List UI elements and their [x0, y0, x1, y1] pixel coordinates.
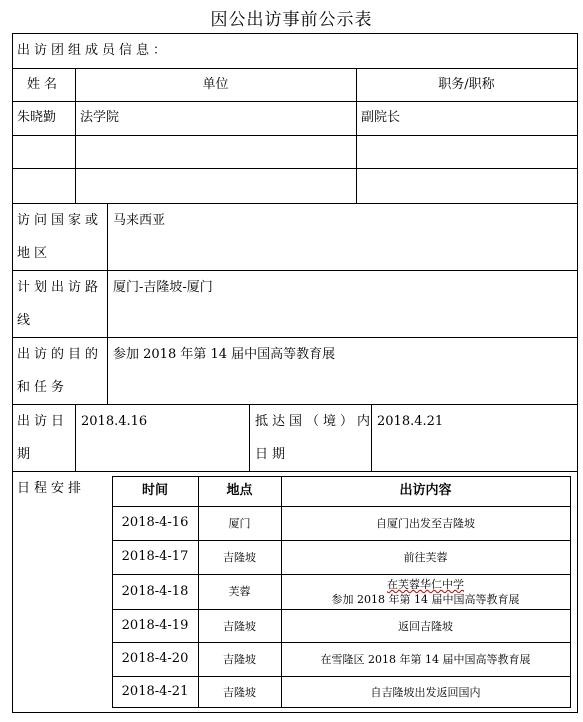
member-position: 副院长 [361, 110, 401, 125]
header-name: 姓名 [27, 77, 62, 92]
depart-date-value: 2018.4.16 [81, 414, 148, 429]
schedule-label: 日程安排 [17, 481, 86, 496]
arrive-date-label-cont: 日期 [255, 447, 290, 462]
schedule-content-line2: 参加 2018 年第 14 届中国高等教育展 [331, 593, 520, 606]
schedule-place: 吉隆坡 [223, 653, 256, 666]
destination-label-cont: 地区 [17, 246, 52, 261]
arrive-date-label: 抵达国（境）内 [255, 414, 375, 429]
arrive-date-value: 2018.4.21 [377, 414, 444, 429]
header-unit: 单位 [202, 77, 229, 92]
purpose-label-cont: 和任务 [17, 380, 69, 395]
schedule-place: 吉隆坡 [223, 620, 256, 633]
depart-date-label-cont: 期 [17, 447, 35, 462]
schedule-time: 2018-4-20 [121, 651, 189, 666]
depart-date-label: 出访日 [17, 414, 69, 429]
schedule-time: 2018-4-17 [121, 549, 189, 564]
schedule-content: 返回吉隆坡 [398, 620, 453, 633]
schedule-content: 在雪隆区 2018 年第 14 届中国高等教育展 [320, 653, 531, 666]
schedule-place: 芙蓉 [228, 585, 251, 598]
schedule-place: 吉隆坡 [223, 551, 256, 564]
schedule-time: 2018-4-19 [121, 618, 189, 633]
route-value: 厦门-吉隆坡-厦门 [113, 280, 213, 295]
destination-label: 访问国家或 [17, 213, 103, 228]
schedule-header-content: 出访内容 [399, 483, 452, 498]
schedule-header-place: 地点 [226, 483, 253, 498]
schedule-content: 前往芙蓉 [403, 551, 448, 564]
schedule-place: 吉隆坡 [223, 686, 256, 699]
members-label: 出访团组成员信息： [17, 43, 171, 58]
schedule-header-time: 时间 [141, 483, 168, 498]
schedule-place: 厦门 [228, 517, 251, 530]
destination-value: 马来西亚 [113, 213, 166, 228]
schedule-content: 自厦门出发至吉隆坡 [376, 517, 475, 530]
route-label-cont: 线 [17, 313, 35, 328]
schedule-content [281, 578, 570, 591]
member-name: 朱晓勤 [17, 110, 57, 125]
route-label: 计划出访路 [17, 280, 103, 295]
header-position: 职务/职称 [438, 77, 495, 92]
schedule-time: 2018-4-18 [121, 584, 189, 599]
schedule-content-line1: 在芙蓉华仁中学 [387, 578, 464, 591]
member-unit: 法学院 [80, 110, 120, 125]
purpose-label: 出访的目的 [17, 347, 103, 362]
schedule-time: 2018-4-16 [121, 515, 189, 530]
schedule-time: 2018-4-21 [121, 684, 189, 699]
schedule-content: 自吉隆坡出发返回国内 [370, 686, 481, 699]
purpose-value: 参加 2018 年第 14 届中国高等教育展 [113, 347, 336, 362]
page-title: 因公出访事前公示表 [210, 10, 373, 30]
